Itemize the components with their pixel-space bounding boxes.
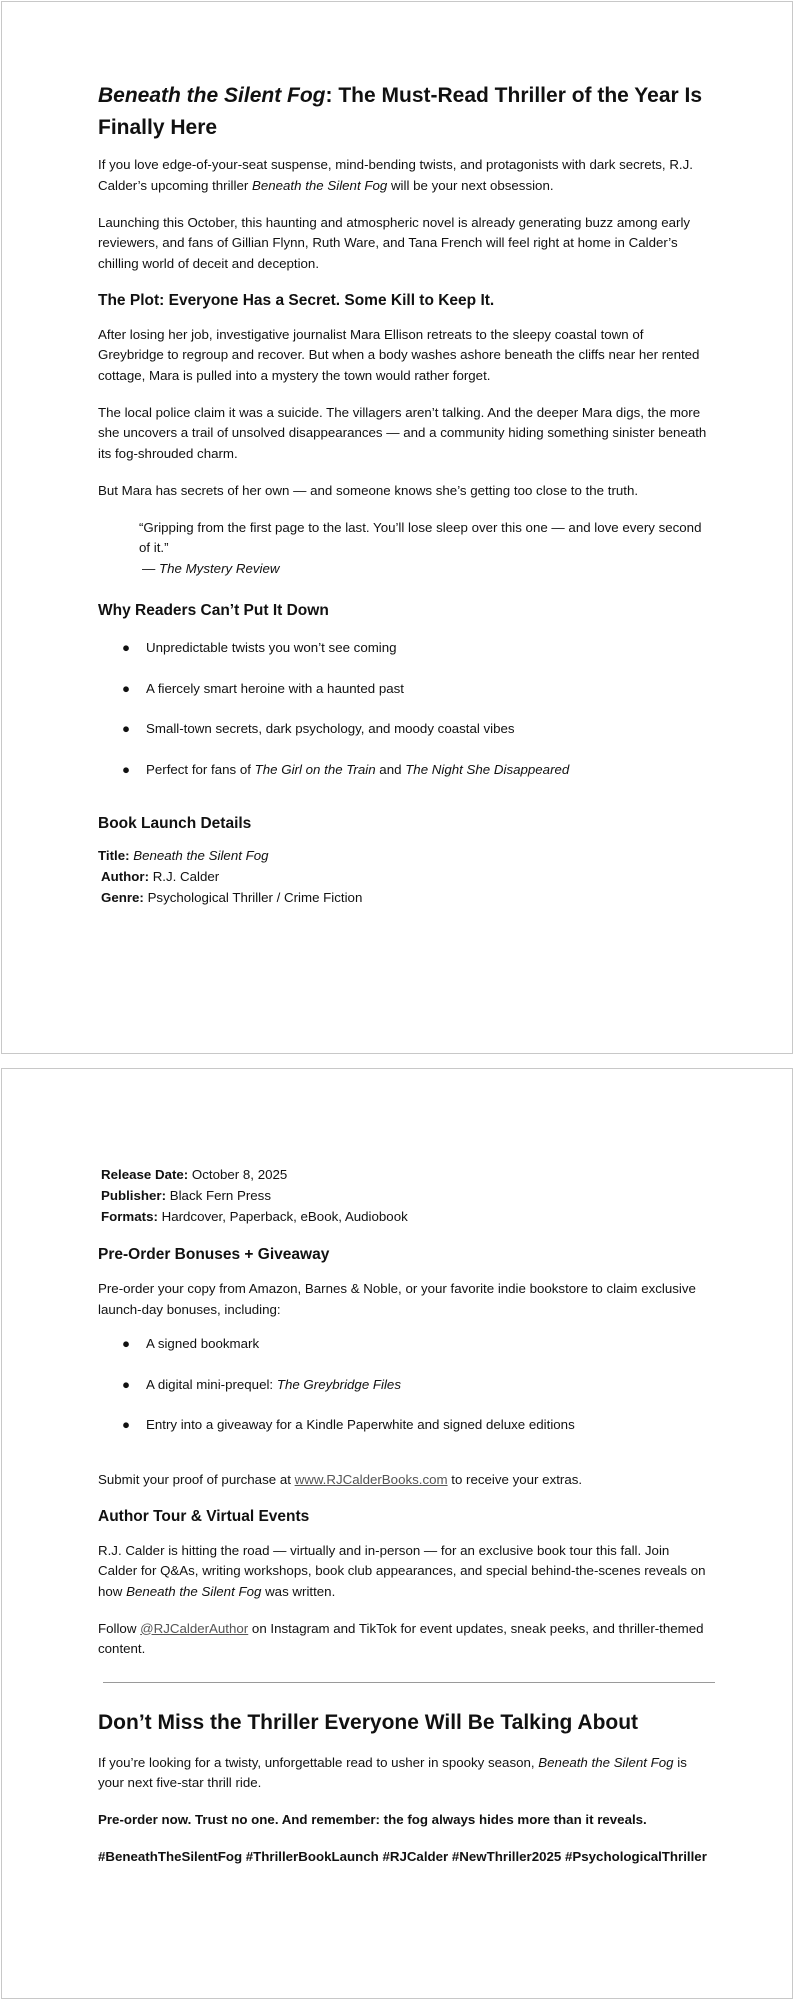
document-page-1: [1, 1, 793, 1054]
preorder-heading: Pre-Order Bonuses + Giveaway: [98, 1246, 330, 1263]
intro-paragraph-1: If you love edge-of-your-seat suspense, mind-bending twists, and protagonists with dark secrets, R.J. Calder’s upcoming thriller Beneath the Silent Fog will be your next obsession.: [98, 157, 693, 193]
bullet-icon: ●: [122, 721, 131, 736]
list-item: ● A digital mini-prequel: The Greybridge Files: [98, 1375, 710, 1396]
hashtags: #BeneathTheSilentFog #ThrillerBookLaunch #RJCalder #NewThriller2025 #PsychologicalThriller: [98, 1849, 707, 1864]
page-title: [98, 80, 710, 144]
submit-paragraph: Submit your proof of purchase at www.RJCalderBooks.com to receive your extras.: [98, 1471, 583, 1487]
bonus-list: [98, 1334, 710, 1436]
quote-source: The Mystery Review: [159, 560, 280, 576]
bullet-icon: ●: [122, 1376, 131, 1392]
launch-heading: Book Launch Details: [98, 815, 252, 832]
review-quote: [139, 518, 710, 580]
follow-paragraph: Follow @RJCalderAuthor on Instagram and TikTok for event updates, sneak peeks, and thriller-themed content.: [98, 1620, 704, 1656]
preorder-paragraph: Pre-order your copy from Amazon, Barnes & Noble, or your favorite indie bookstore to claim exclusive launch-day bonuses, including:: [98, 1281, 696, 1317]
detail-author: Author: R.J. Calder: [101, 869, 220, 884]
bullet-icon: ●: [122, 680, 131, 696]
list-item: ● A signed bookmark: [98, 1334, 710, 1355]
bullet-icon: ●: [122, 761, 131, 777]
bullet-icon: ●: [122, 640, 131, 655]
quote-text: “Gripping from the first page to the last. You’ll lose sleep over this one — and love every second of it.”: [139, 519, 702, 555]
social-handle-link[interactable]: @RJCalderAuthor: [140, 1620, 249, 1636]
bullet-icon: ●: [122, 1336, 131, 1351]
page-1-content: [98, 80, 710, 908]
release-details: [98, 1164, 710, 1227]
why-heading: Why Readers Can’t Put It Down: [98, 602, 329, 619]
call-to-action: Pre-order now. Trust no one. And remember: the fog always hides more than it reveals.: [98, 1812, 647, 1827]
plot-paragraph-3: But Mara has secrets of her own — and someone knows she’s getting too close to the truth.: [98, 482, 639, 498]
final-paragraph: If you’re looking for a twisty, unforgettable read to usher in spooky season, Beneath the Silent Fog is your next five-star thrill ride.: [98, 1754, 687, 1790]
page-2-content: [98, 1164, 710, 1884]
tour-heading: Author Tour & Virtual Events: [98, 1507, 310, 1525]
detail-release-date: Release Date: October 8, 2025: [101, 1167, 288, 1182]
detail-genre: Genre: Psychological Thriller / Crime Fiction: [101, 890, 363, 905]
tour-paragraph: R.J. Calder is hitting the road — virtually and in-person — for an exclusive book tour this fall. Join Calder for Q&As, writing workshops, book club appearances, and special behind-the-scenes reveals on how Beneath the Silent Fog was written.: [98, 1542, 706, 1599]
detail-publisher: Publisher: Black Fern Press: [101, 1188, 271, 1203]
list-item: ● Unpredictable twists you won’t see coming: [98, 638, 710, 659]
list-item: ● Small-town secrets, dark psychology, and moody coastal vibes: [98, 719, 710, 740]
plot-paragraph-1: After losing her job, investigative journalist Mara Ellison retreats to the sleepy coastal town of Greybridge to regroup and recover. But when a body washes ashore beneath the cliffs near her rented cottage, Mara is pulled into a mystery the town would rather forget.: [98, 326, 700, 383]
document-page-2: [1, 1068, 793, 1999]
plot-paragraph-2: The local police claim it was a suicide. The villagers aren’t talking. And the deeper Mara digs, the more she uncovers a trail of unsolved disappearances — and a community hiding something sinister beneath its fog-shrouded charm.: [98, 404, 707, 461]
final-heading: Don’t Miss the Thriller Everyone Will Be Talking About: [98, 1710, 639, 1734]
section-divider: [103, 1682, 715, 1683]
detail-title: Title: Beneath the Silent Fog: [98, 848, 269, 863]
title-rest: : The Must-Read Thriller of the Year Is Finally Here: [98, 84, 703, 139]
website-link[interactable]: www.RJCalderBooks.com: [294, 1471, 448, 1487]
list-item: ● Entry into a giveaway for a Kindle Paperwhite and signed deluxe editions: [98, 1415, 710, 1436]
why-list: [98, 638, 710, 780]
intro-paragraph-2: Launching this October, this haunting and atmospheric novel is already generating buzz among early reviewers, and fans of Gillian Flynn, Ruth Ware, and Tana French will feel right at home in Calder’s chilling world of deceit and deception.: [98, 214, 691, 271]
bullet-icon: ●: [122, 1417, 131, 1432]
launch-details: [98, 845, 710, 908]
list-item: ● Perfect for fans of The Girl on the Train and The Night She Disappeared: [98, 760, 710, 781]
detail-formats: Formats: Hardcover, Paperback, eBook, Audiobook: [101, 1209, 408, 1224]
plot-heading: The Plot: Everyone Has a Secret. Some Kill to Keep It.: [98, 291, 495, 309]
list-item: ● A fiercely smart heroine with a haunted past: [98, 679, 710, 700]
title-book-name: Beneath the Silent Fog: [98, 84, 326, 107]
quote-citation: — The Mystery Review: [142, 560, 280, 576]
